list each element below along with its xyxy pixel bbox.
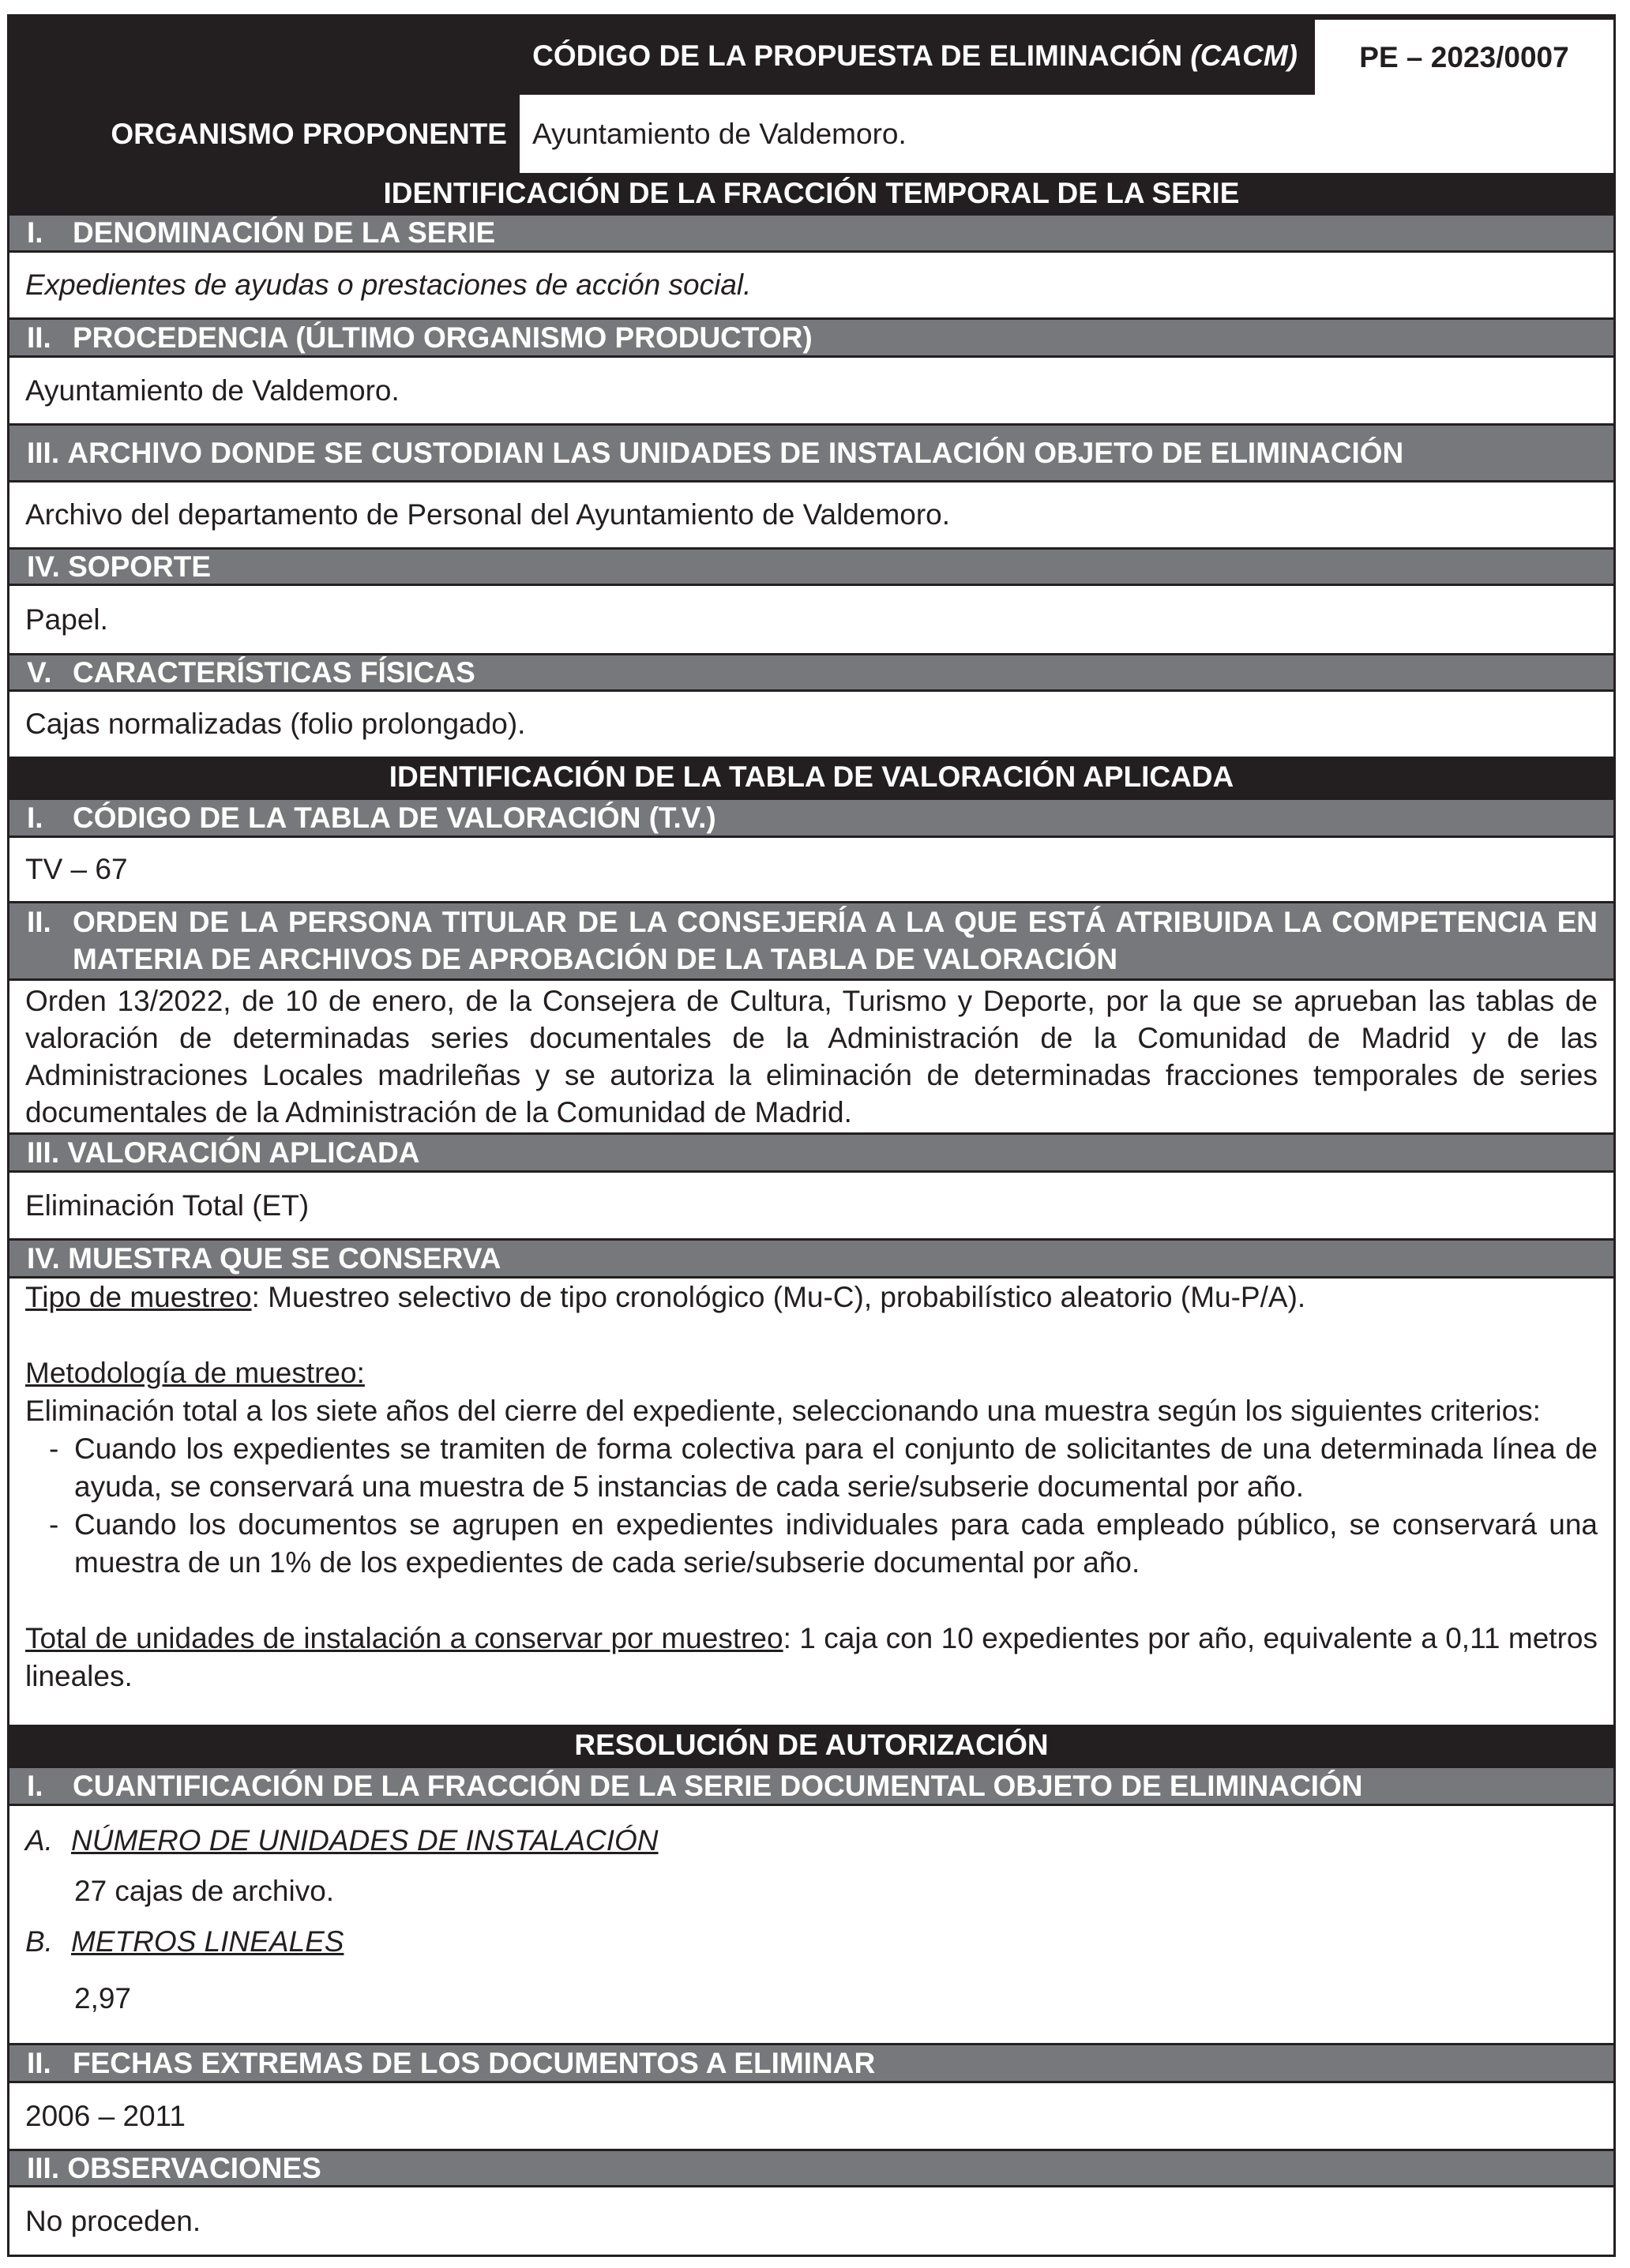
- field-value: Eliminación Total (ET): [9, 1173, 1613, 1238]
- field-label: PROCEDENCIA (ÚLTIMO ORGANISMO PRODUCTOR): [73, 321, 813, 354]
- section-title: RESOLUCIÓN DE AUTORIZACIÓN: [9, 1725, 1613, 1766]
- methodology-text: Eliminación total a los siete años del cierre del expediente, seleccionando una muestra según los siguientes criterios:: [25, 1395, 1541, 1427]
- field-value: Cajas normalizadas (folio prolongado).: [9, 692, 1613, 757]
- proposal-code-value: PE – 2023/0007: [1315, 20, 1613, 95]
- units-value: 27 cajas de archivo.: [74, 1875, 335, 1907]
- field-header: [9, 1766, 1613, 1806]
- field-header: [9, 317, 1613, 358]
- field-header: [9, 1238, 1613, 1279]
- field-label: FECHAS EXTREMAS DE LOS DOCUMENTOS A ELIMINAR: [73, 2046, 876, 2079]
- field-label: SOPORTE: [68, 550, 212, 583]
- field-value: Archivo del departamento de Personal del Ayuntamiento de Valdemoro.: [9, 483, 1613, 547]
- methodology-label: Metodología de muestreo:: [25, 1357, 365, 1389]
- field-number: I.: [27, 1769, 43, 1802]
- sub-letter: A.: [25, 1824, 53, 1857]
- field-number: II.: [27, 2046, 51, 2079]
- field-header: [9, 2043, 1613, 2083]
- criteria-list: [25, 1430, 1598, 1582]
- field-label: DENOMINACIÓN DE LA SERIE: [73, 216, 496, 249]
- code-label-abbr: (CACM): [1190, 39, 1298, 72]
- proposal-code-label: [9, 17, 1315, 95]
- field-number: II.: [27, 906, 51, 938]
- field-value: Expedientes de ayudas o prestaciones de acción social.: [9, 253, 1613, 317]
- sample-type-label: Tipo de muestreo: [25, 1281, 252, 1313]
- meters-label: METROS LINEALES: [71, 1925, 344, 1958]
- field-header: [9, 901, 1613, 981]
- units-label: NÚMERO DE UNIDADES DE INSTALACIÓN: [71, 1824, 659, 1857]
- field-label: CARACTERÍSTICAS FÍSICAS: [73, 655, 475, 689]
- field-number: V.: [27, 655, 52, 689]
- proposal-code-row: [9, 17, 1613, 95]
- field-number: II.: [27, 321, 51, 354]
- field-label: CÓDIGO DE LA TABLA DE VALORACIÓN (T.V.): [73, 801, 716, 834]
- field-label: ARCHIVO DONDE SE CUSTODIAN LAS UNIDADES DE INSTALACIÓN OBJETO DE ELIMINACIÓN: [67, 436, 1404, 469]
- field-header: [9, 1132, 1613, 1173]
- field-number: III.: [27, 1136, 60, 1169]
- field-value: [9, 981, 1613, 1132]
- field-label: MUESTRA QUE SE CONSERVA: [68, 1241, 501, 1275]
- total-units-label: Total de unidades de instalación a conservar por muestreo: [25, 1622, 783, 1654]
- field-header: [9, 213, 1613, 253]
- criteria-item: - Cuando los documentos se agrupen en expedientes individuales para cada empleado público, se conservará una muestra de un 1% de los expedientes de cada serie/subserie documental por año.: [25, 1506, 1598, 1582]
- sub-letter: B.: [25, 1925, 53, 1958]
- field-number: III.: [27, 436, 60, 469]
- order-text: Orden 13/2022, de 10 de enero, de la Consejera de Cultura, Turismo y Deporte, por la que se aprueban las tablas de valoración de determinadas series documentales de la Administración de la Comunidad de Madrid y de las Administraciones Locales madrileñas y se autoriza la eliminación de determinadas fracciones temporales de series documentales de la Administración de la Comunidad de Madrid.: [25, 985, 1598, 1128]
- meters-value: 2,97: [74, 1982, 132, 2015]
- field-number: III.: [27, 2151, 60, 2184]
- field-value: Papel.: [9, 586, 1613, 653]
- organismo-label: ORGANISMO PROPONENTE: [111, 117, 507, 150]
- field-number: I.: [27, 216, 43, 249]
- code-label-text: CÓDIGO DE LA PROPUESTA DE ELIMINACIÓN: [532, 39, 1183, 72]
- field-header: [9, 547, 1613, 586]
- section-title: IDENTIFICACIÓN DE LA FRACCIÓN TEMPORAL DE LA SERIE: [9, 173, 1613, 213]
- field-number: I.: [27, 801, 43, 834]
- field-value: TV – 67: [9, 838, 1613, 901]
- field-header: [9, 2149, 1613, 2187]
- field-header: [9, 423, 1613, 483]
- field-value: 2006 – 2011: [9, 2083, 1613, 2149]
- organismo-row: [9, 95, 1613, 173]
- field-header: [9, 653, 1613, 692]
- sample-type-value: : Muestreo selectivo de tipo cronológico (Mu-C), probabilístico aleatorio (Mu-P/A).: [251, 1281, 1306, 1313]
- field-label: ORDEN DE LA PERSONA TITULAR DE LA CONSEJERÍA A LA QUE ESTÁ ATRIBUIDA LA COMPETENCIA EN MATERIA DE ARCHIVOS DE APROBACIÓN DE LA TABLA DE VALORACIÓN: [73, 906, 1598, 975]
- criteria-item: - Cuando los expedientes se tramiten de forma colectiva para el conjunto de solicitantes de una determinada línea de ayuda, se conservará una muestra de 5 instancias de cada serie/subserie documental por año.: [25, 1430, 1598, 1506]
- field-label: OBSERVACIONES: [67, 2151, 321, 2184]
- section-title: IDENTIFICACIÓN DE LA TABLA DE VALORACIÓN APLICADA: [9, 757, 1613, 798]
- sample-details: [9, 1279, 1613, 1725]
- field-label: VALORACIÓN APLICADA: [67, 1136, 420, 1169]
- field-number: IV.: [27, 550, 60, 583]
- field-number: IV.: [27, 1241, 60, 1275]
- elimination-proposal-form: [7, 14, 1616, 2257]
- field-label: CUANTIFICACIÓN DE LA FRACCIÓN DE LA SERIE DOCUMENTAL OBJETO DE ELIMINACIÓN: [73, 1769, 1363, 1802]
- field-header: [9, 798, 1613, 838]
- field-value: No proceden.: [9, 2187, 1613, 2255]
- organismo-value: Ayuntamiento de Valdemoro.: [520, 95, 1613, 173]
- total-units-value: : 1 caja con 10 expedientes por año, equivalente a 0,11 metros lineales.: [25, 1622, 1598, 1692]
- quantification: [9, 1806, 1613, 2043]
- field-value: Ayuntamiento de Valdemoro.: [9, 358, 1613, 423]
